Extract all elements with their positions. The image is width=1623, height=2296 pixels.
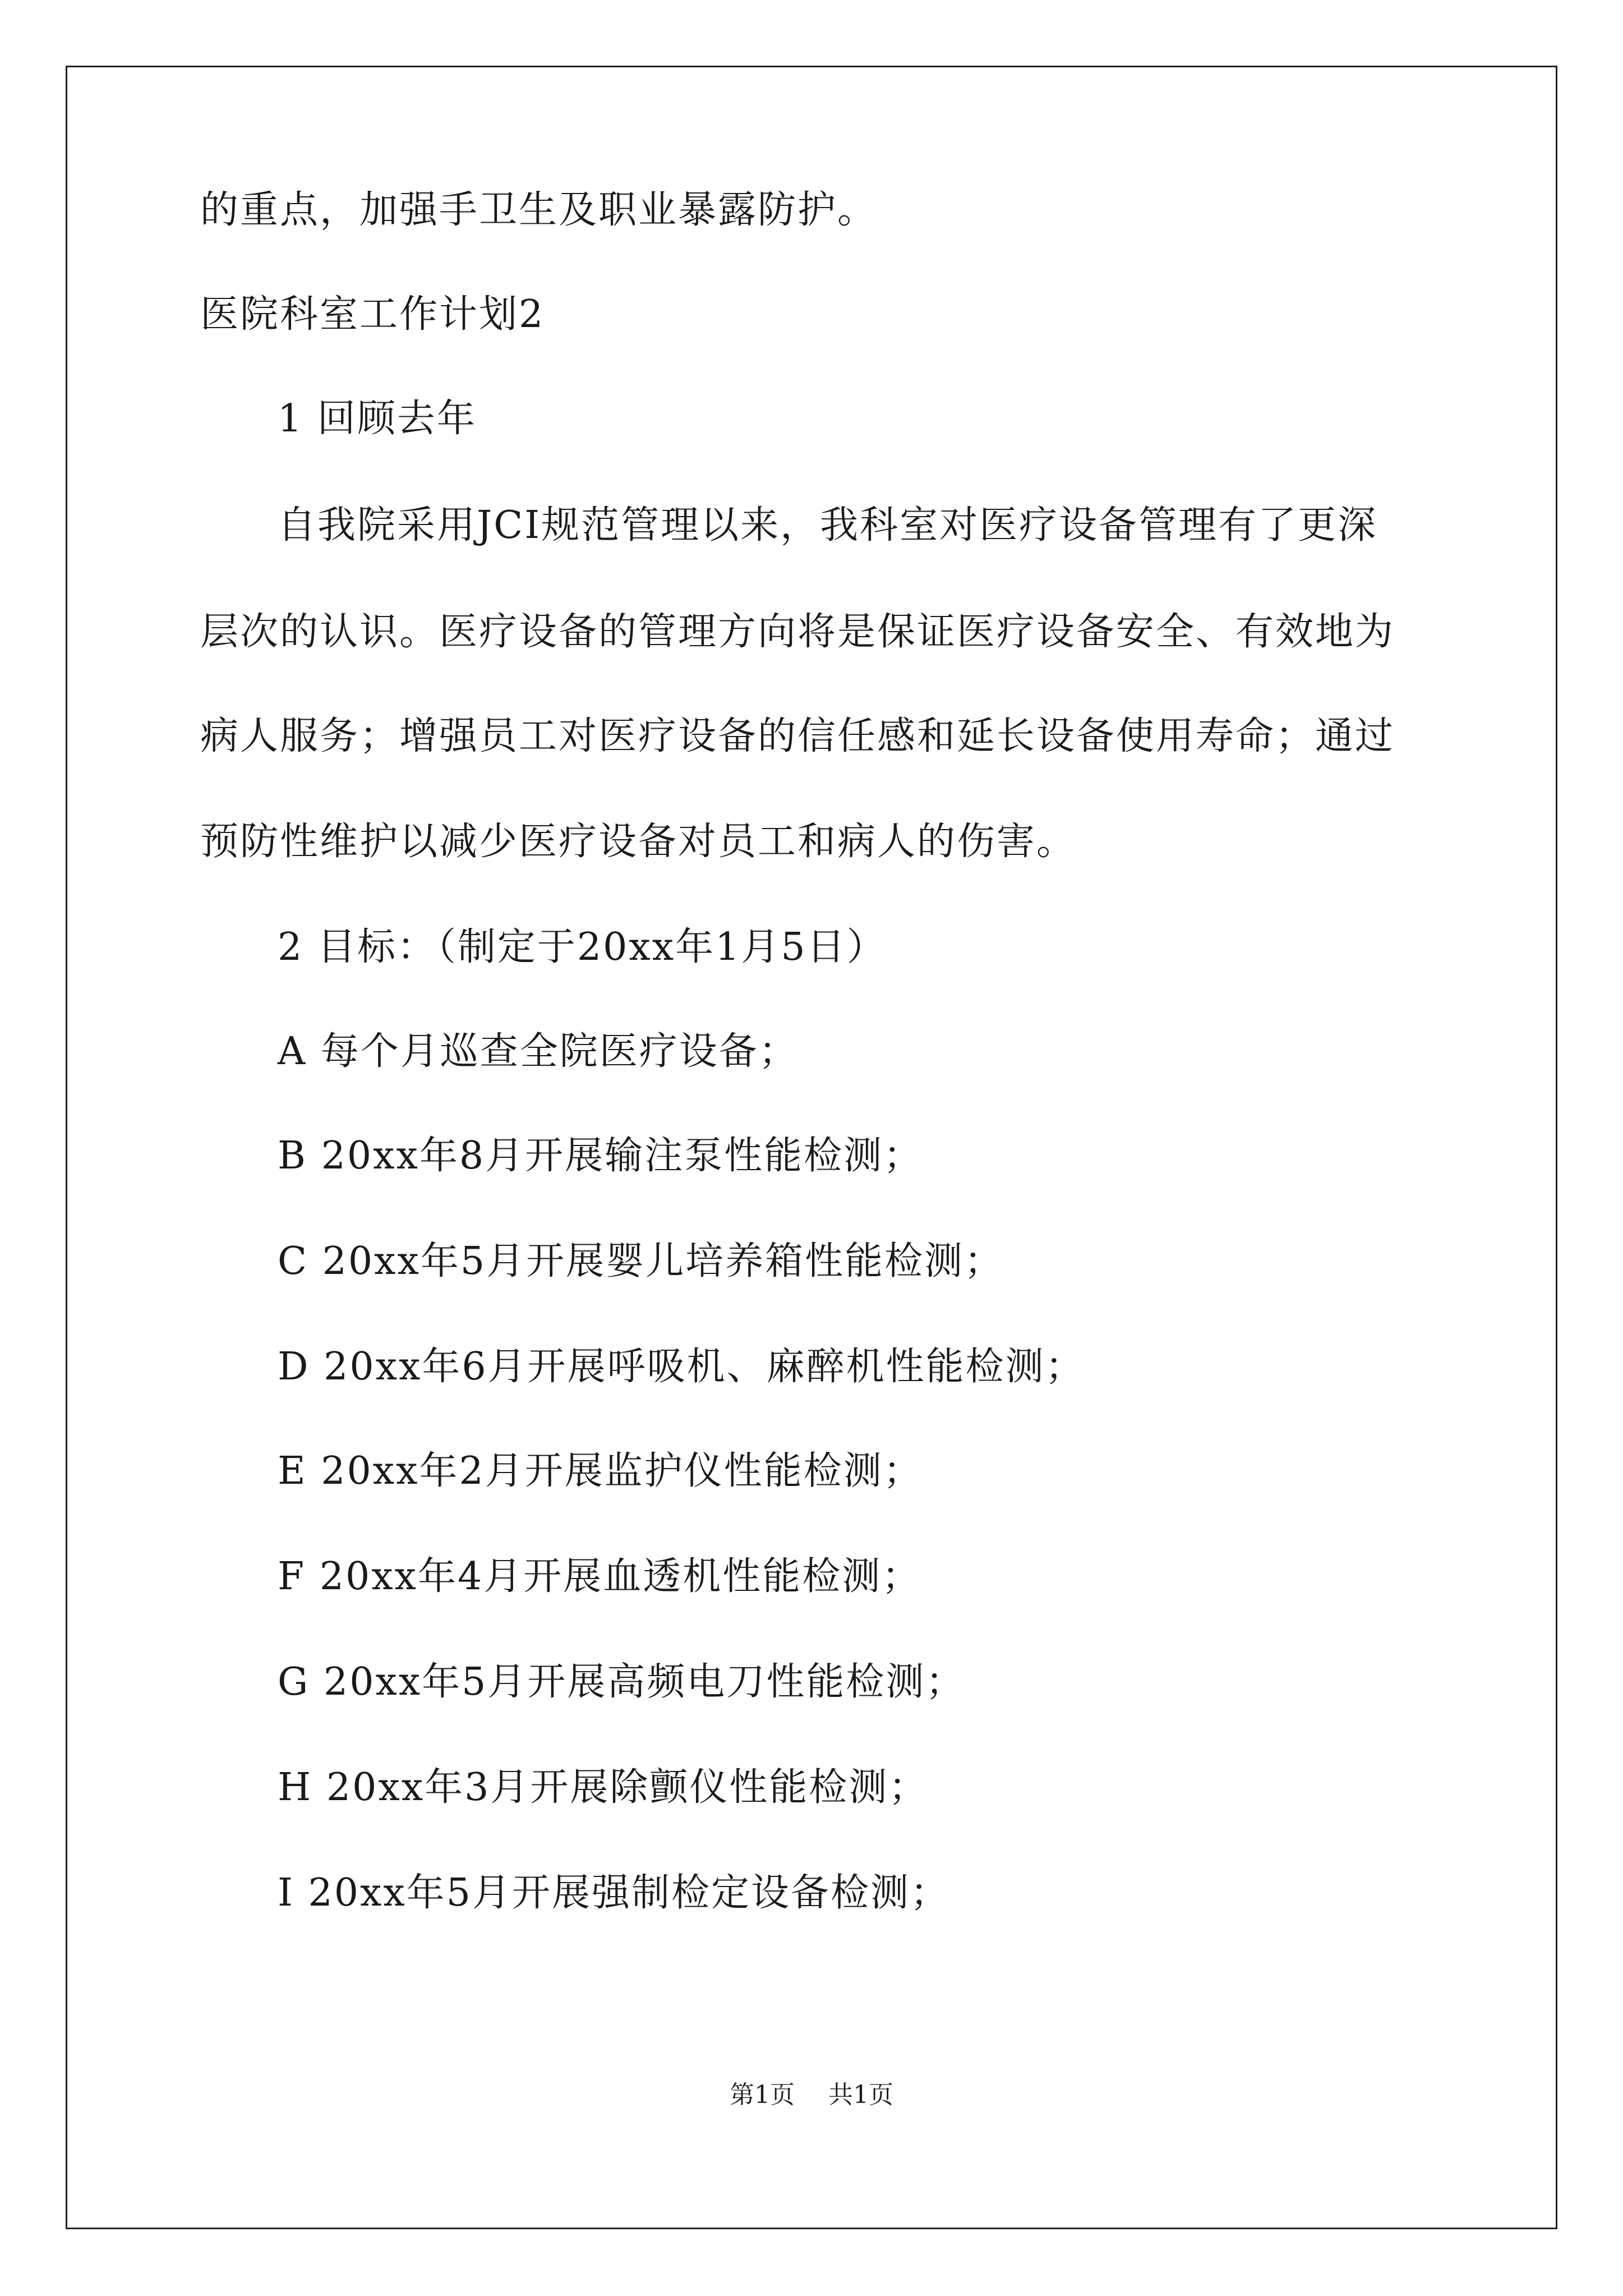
list-item: A 每个月巡查全院医疗设备； (278, 1029, 799, 1074)
list-item: G 20xx年5月开展高频电刀性能检测； (278, 1660, 966, 1704)
section-title: 医院科室工作计划2 (200, 292, 545, 337)
list-item: F 20xx年4月开展血透机性能检测； (278, 1554, 922, 1599)
section-heading: 2 目标：（制定于20xx年1月5日） (278, 925, 887, 969)
list-item: H 20xx年3月开展除颤仪性能检测； (278, 1765, 929, 1810)
paragraph-line: 预防性维护以减少医疗设备对员工和病人的伤害。 (200, 820, 1077, 864)
section-heading: 1 回顾去年 (278, 397, 477, 441)
page-number: 第1页 (730, 2081, 795, 2109)
paragraph-line: 自我院采用JCI规范管理以来，我科室对医疗设备管理有了更深 (278, 503, 1378, 547)
paragraph-line: 病人服务；增强员工对医疗设备的信任感和延长设备使用寿命；通过 (200, 714, 1395, 758)
list-item: C 20xx年5月开展婴儿培养箱性能检测； (278, 1239, 1004, 1283)
paragraph-line: 层次的认识。医疗设备的管理方向将是保证医疗设备安全、有效地为 (200, 610, 1395, 654)
page-total: 共1页 (828, 2081, 893, 2109)
text-line: 的重点，加强手卫生及职业暴露防护。 (200, 188, 878, 232)
list-item: E 20xx年2月开展监护仪性能检测； (278, 1449, 923, 1493)
page-footer (0, 2081, 1623, 2109)
list-item: B 20xx年8月开展输注泵性能检测； (278, 1134, 924, 1178)
list-item: I 20xx年5月开展强制检定设备检测； (278, 1871, 950, 1915)
list-item: D 20xx年6月开展呼吸机、麻醉机性能检测； (278, 1345, 1085, 1389)
